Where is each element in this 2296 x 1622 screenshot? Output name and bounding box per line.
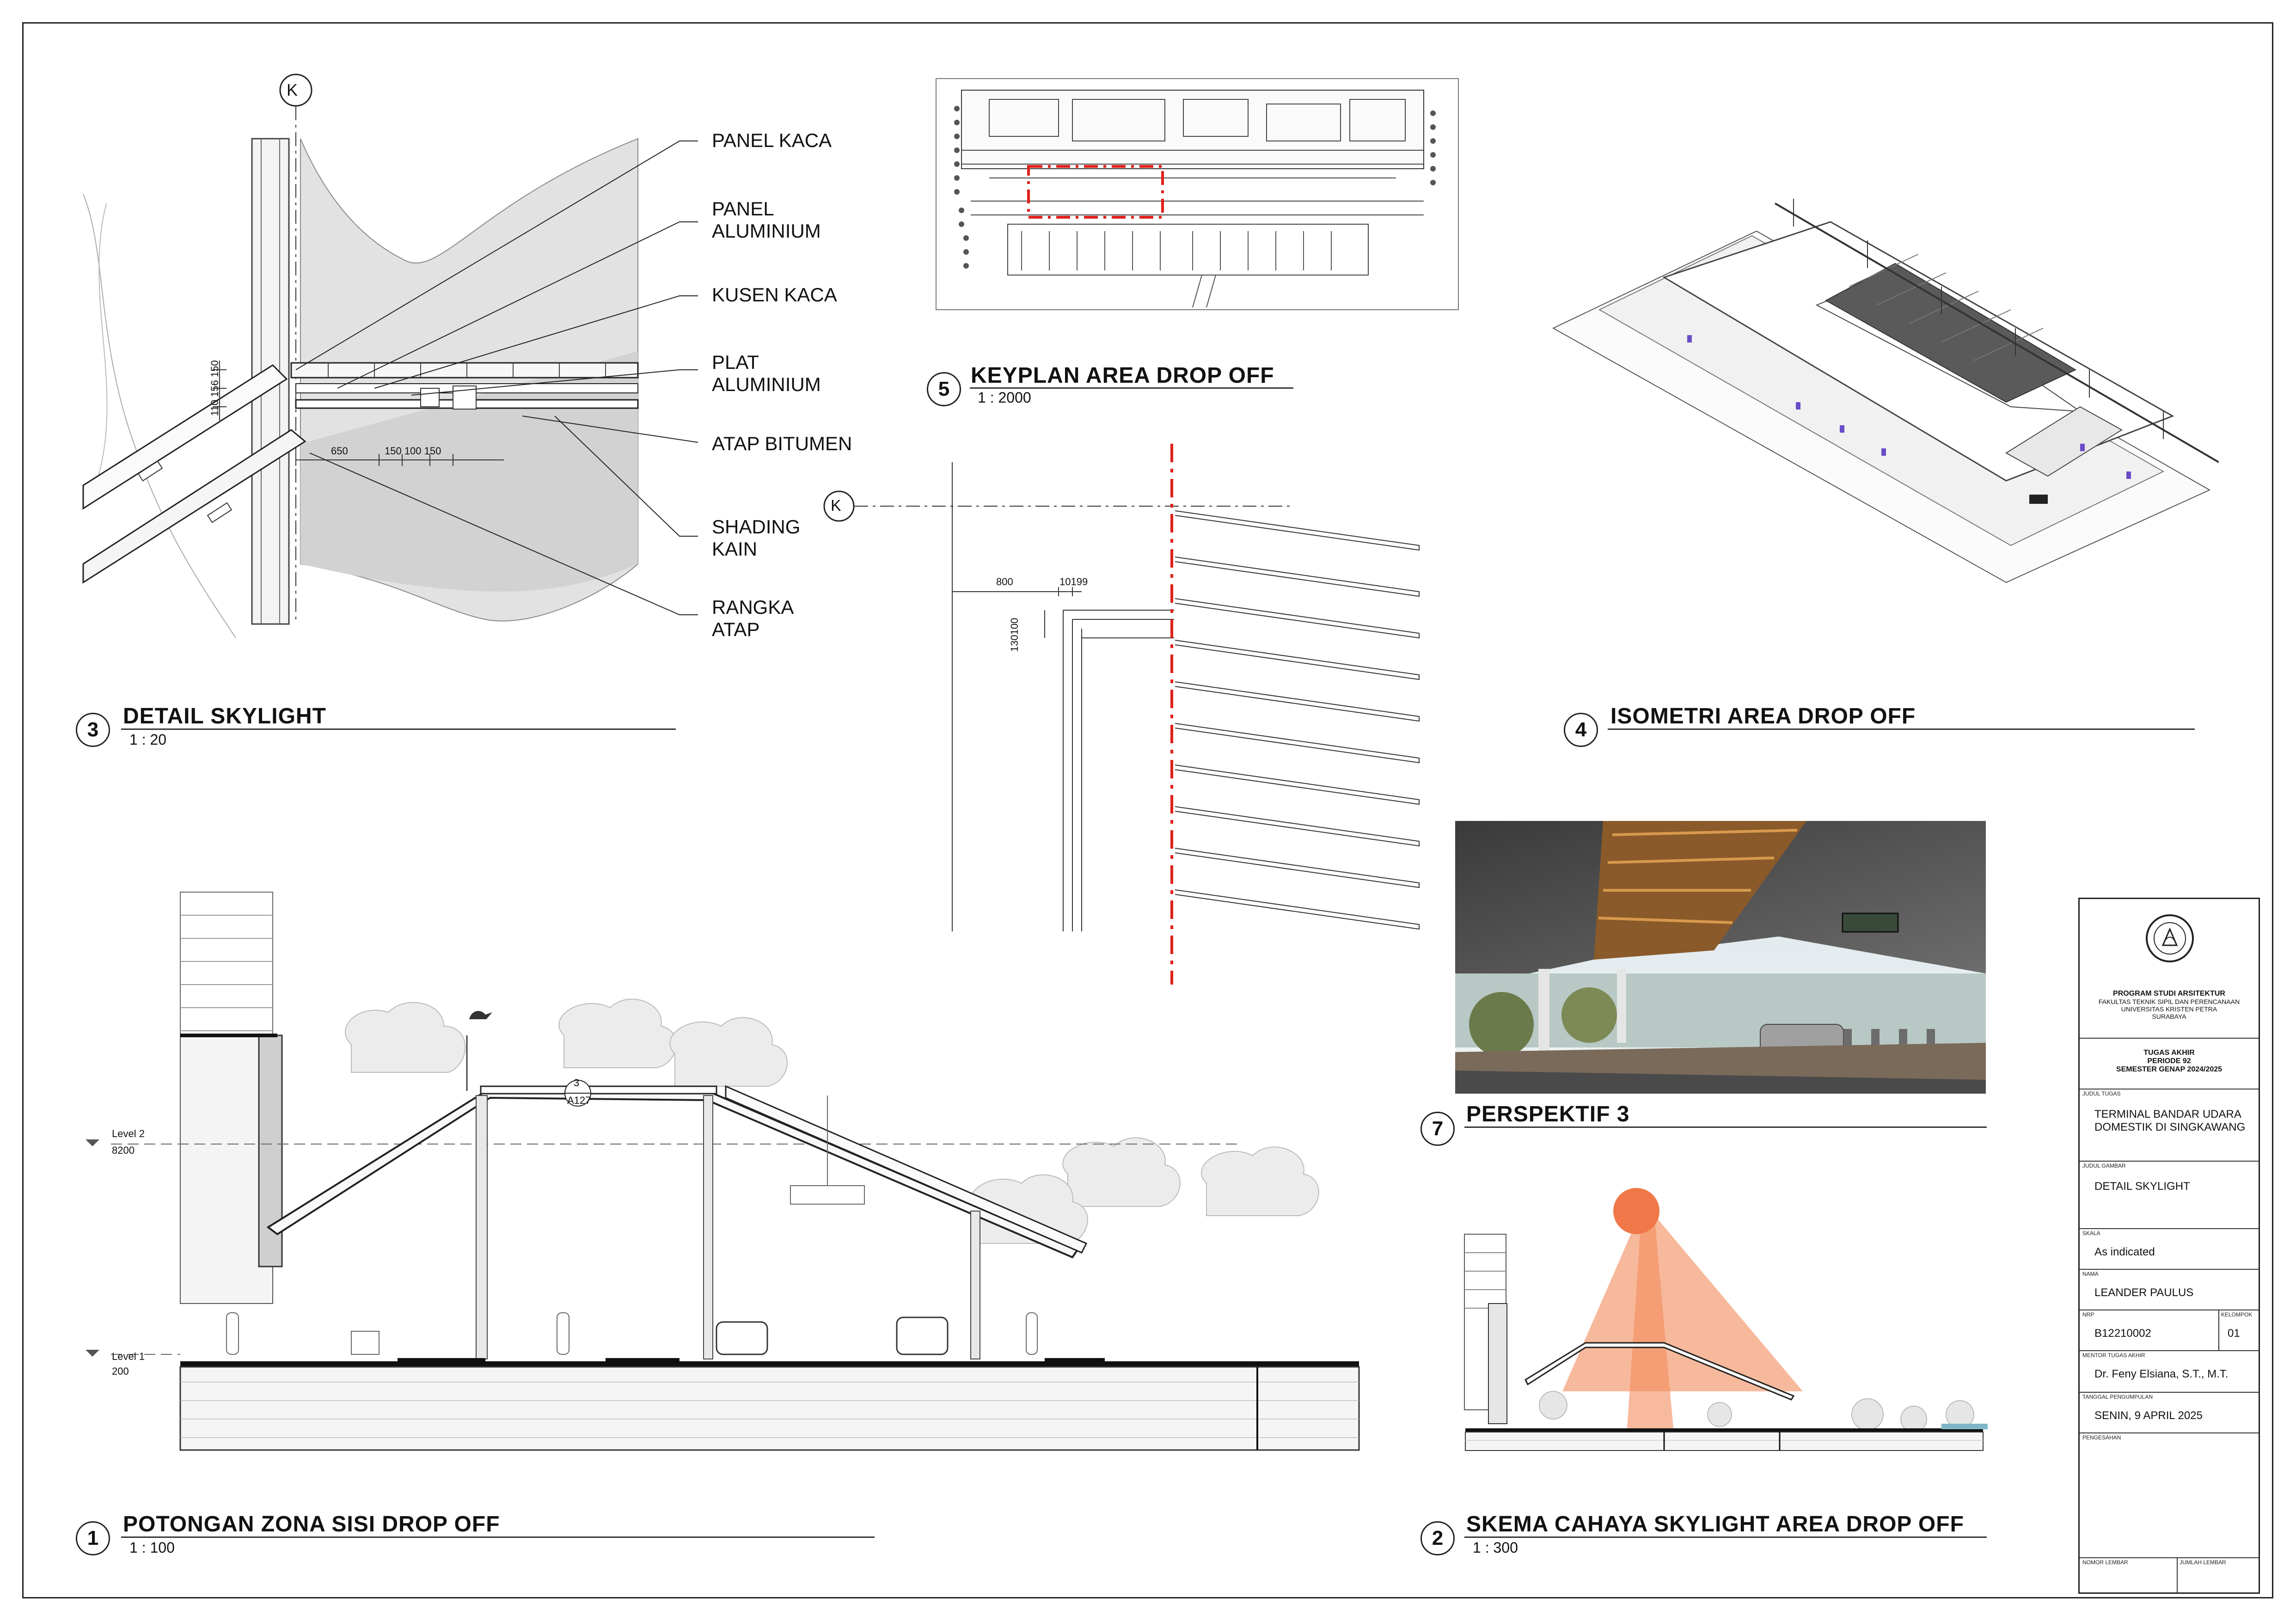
label-atap-bitumen: ATAP BITUMEN bbox=[712, 433, 852, 454]
label-panel-kaca: PANEL KACA bbox=[712, 129, 832, 151]
level-2-label: Level 2 bbox=[112, 1128, 145, 1139]
skala-value: As indicated bbox=[2094, 1246, 2155, 1258]
title-underline bbox=[1464, 1126, 1987, 1128]
view-number-1: 1 bbox=[76, 1521, 110, 1555]
view-scale: 1 : 100 bbox=[129, 1539, 175, 1556]
mentor-label: MENTOR TUGAS AKHIR bbox=[2082, 1352, 2145, 1359]
university-name: UNIVERSITAS KRISTEN PETRA bbox=[2121, 1005, 2217, 1013]
skema-cahaya-drawing bbox=[1461, 1183, 1988, 1470]
dim-vertical: 110 156 150 bbox=[209, 360, 220, 416]
section-tag-number: 3 bbox=[574, 1077, 580, 1089]
title-underline bbox=[1608, 728, 2195, 730]
title-underline bbox=[121, 728, 676, 730]
perspektif-render bbox=[1455, 821, 1986, 1094]
judul-tugas-line-2: DOMESTIK DI SINGKAWANG bbox=[2094, 1121, 2246, 1133]
judul-tugas-label: JUDUL TUGAS bbox=[2082, 1090, 2121, 1097]
view-number-3: 3 bbox=[76, 713, 110, 747]
pengesahan-label: PENGESAHAN bbox=[2082, 1434, 2121, 1441]
title-block bbox=[2078, 898, 2260, 1594]
detail-skylight-drawing bbox=[69, 65, 698, 647]
nama-label: NAMA bbox=[2082, 1271, 2099, 1277]
tanggal-value: SENIN, 9 APRIL 2025 bbox=[2094, 1409, 2203, 1422]
faculty-name: FAKULTAS TEKNIK SIPIL DAN PERENCANAAN bbox=[2098, 998, 2240, 1005]
mentor-value: Dr. Feny Elsiana, S.T., M.T. bbox=[2094, 1368, 2229, 1380]
level-2-value: 8200 bbox=[112, 1145, 135, 1156]
kelompok-value: 01 bbox=[2228, 1327, 2240, 1340]
section-tag-sheet: A127 bbox=[567, 1095, 591, 1106]
nrp-value: B12210002 bbox=[2094, 1327, 2151, 1340]
nama-value: LEANDER PAULUS bbox=[2094, 1286, 2194, 1299]
keyplan-drawing bbox=[934, 72, 1461, 312]
view-number-5: 5 bbox=[927, 372, 961, 406]
program-name: PROGRAM STUDI ARSITEKTUR bbox=[2113, 990, 2225, 998]
view-scale: 1 : 2000 bbox=[978, 389, 1031, 406]
view-title-perspektif: PERSPEKTIF 3 bbox=[1466, 1102, 1630, 1126]
view-number-4: 4 bbox=[1564, 713, 1598, 747]
kelompok-label: KELOMPOK bbox=[2221, 1311, 2253, 1318]
title-underline bbox=[121, 1536, 875, 1538]
potongan-drawing bbox=[74, 888, 1368, 1461]
semester: SEMESTER GENAP 2024/2025 bbox=[2116, 1065, 2223, 1073]
dim-130100: 130100 bbox=[1009, 618, 1020, 652]
isometri-drawing bbox=[1544, 194, 2219, 592]
dim-800: 800 bbox=[996, 576, 1013, 588]
title-underline bbox=[970, 387, 1293, 389]
periode: PERIODE 92 bbox=[2147, 1057, 2191, 1065]
level-1-label: Level 1 bbox=[112, 1351, 145, 1362]
label-panel-aluminium: PANEL ALUMINIUM bbox=[712, 198, 821, 242]
view-number-2: 2 bbox=[1420, 1521, 1455, 1555]
nomor-lembar-label: NOMOR LEMBAR bbox=[2082, 1559, 2128, 1566]
title-underline bbox=[1464, 1536, 1987, 1538]
university-seal-icon bbox=[2144, 913, 2195, 964]
view-title-keyplan: KEYPLAN AREA DROP OFF bbox=[971, 363, 1274, 388]
label-shading-kain: SHADING KAIN bbox=[712, 516, 801, 560]
dim-10199: 10199 bbox=[1059, 576, 1088, 588]
grid-bubble-k: K bbox=[831, 497, 841, 514]
view-title-skema: SKEMA CAHAYA SKYLIGHT AREA DROP OFF bbox=[1466, 1512, 1964, 1536]
jumlah-lembar-label: JUMLAH LEMBAR bbox=[2180, 1559, 2226, 1566]
view-title-potongan: POTONGAN ZONA SISI DROP OFF bbox=[123, 1512, 500, 1536]
city-name: SURABAYA bbox=[2152, 1013, 2186, 1020]
nrp-label: NRP bbox=[2082, 1311, 2094, 1318]
view-number-7: 7 bbox=[1420, 1112, 1455, 1146]
judul-gambar-label: JUDUL GAMBAR bbox=[2082, 1163, 2126, 1169]
view-scale: 1 : 20 bbox=[129, 731, 167, 748]
tanggal-label: TANGGAL PENGUMPULAN bbox=[2082, 1394, 2153, 1400]
view-scale: 1 : 300 bbox=[1473, 1539, 1518, 1556]
dim-150-100-150: 150 100 150 bbox=[385, 445, 441, 457]
grid-bubble-k: K bbox=[287, 80, 298, 99]
judul-gambar: DETAIL SKYLIGHT bbox=[2094, 1180, 2190, 1193]
label-plat-aluminium: PLAT ALUMINIUM bbox=[712, 351, 821, 395]
tugas-akhir: TUGAS AKHIR bbox=[2143, 1049, 2195, 1057]
view-title-isometri: ISOMETRI AREA DROP OFF bbox=[1610, 704, 1916, 728]
label-kusen-kaca: KUSEN KACA bbox=[712, 284, 837, 306]
skala-label: SKALA bbox=[2082, 1230, 2100, 1236]
level-1-value: 200 bbox=[112, 1365, 129, 1377]
label-rangka-atap: RANGKA ATAP bbox=[712, 596, 794, 640]
dim-650: 650 bbox=[331, 445, 348, 457]
judul-tugas-line-1: TERMINAL BANDAR UDARA bbox=[2094, 1108, 2241, 1120]
view-title-detail-skylight: DETAIL SKYLIGHT bbox=[123, 704, 326, 728]
